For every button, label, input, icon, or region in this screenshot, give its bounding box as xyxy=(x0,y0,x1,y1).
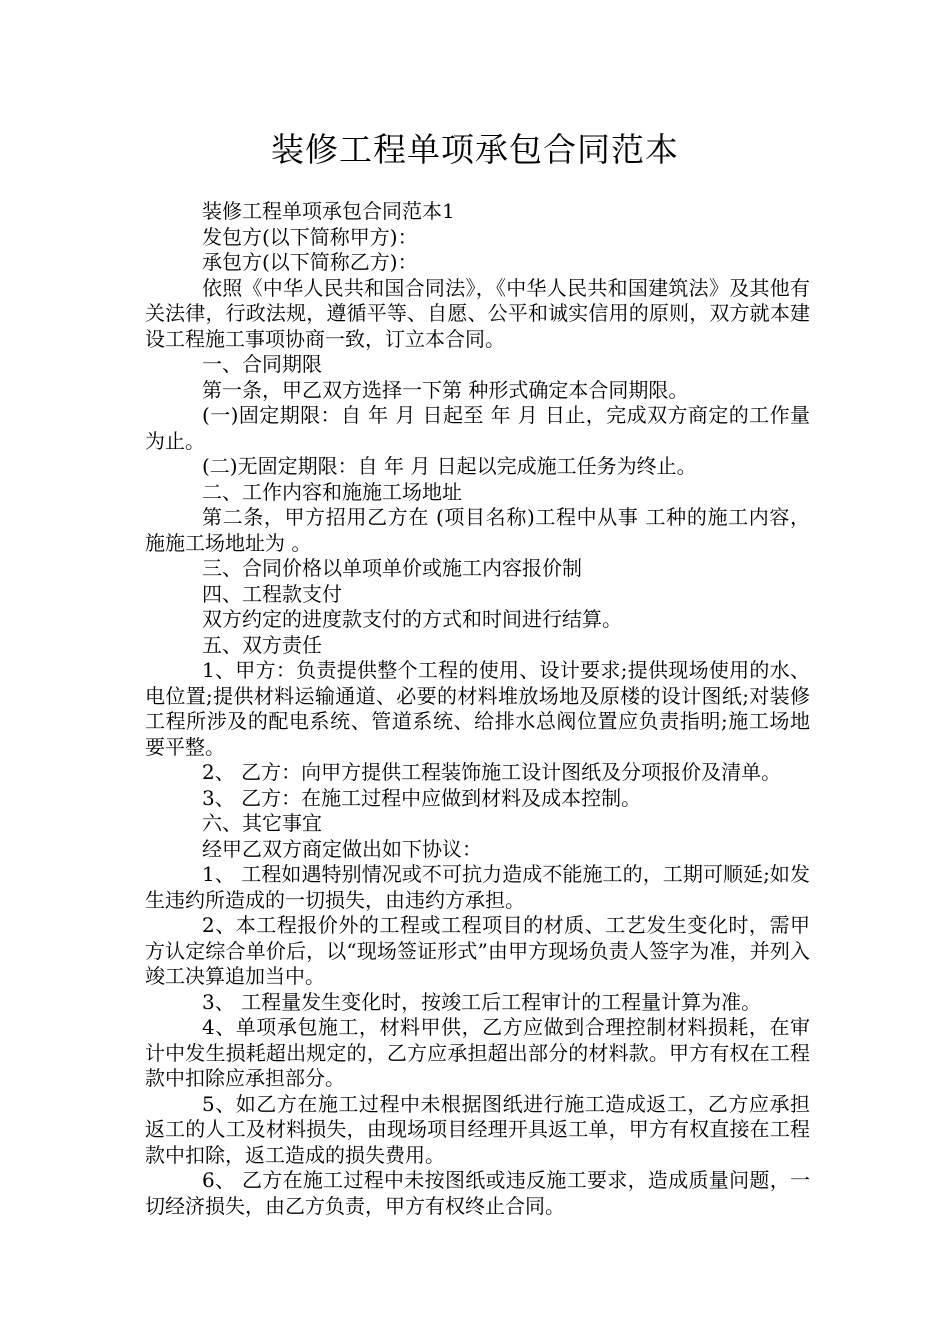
section-heading-other: 六、其它事宜 xyxy=(202,811,322,835)
paragraph-clause-6: 6、 乙方在施工过程中未按图纸或违反施工要求，造成质量问题，一切经济损失，由乙方负责，甲方有权终止合同。 xyxy=(145,1168,810,1218)
section-heading-price: 三、合同价格以单项单价或施工内容报价制 xyxy=(202,556,582,580)
paragraph-clause-1: 1、 工程如遇特别情况或不可抗力造成不能施工的，工期可顺延;如发生违约所造成的一切损失，由违约方承担。 xyxy=(145,862,810,912)
paragraph-article-2: 第二条，甲方招用乙方在 (项目名称)工程中从事 工种的施工内容，施施工场地址为 。 xyxy=(145,505,810,555)
paragraph-agreement-intro: 经甲乙双方商定做出如下协议： xyxy=(202,836,482,861)
paragraph-clause-2: 2、本工程报价外的工程或工程项目的材质、工艺发生变化时，需甲方认定综合单价后，以“现场签证形式”由甲方现场负责人签字为准，并列入竣工决算追加当中。 xyxy=(145,913,810,988)
paragraph-clause-4: 4、单项承包施工，材料甲供，乙方应做到合理控制材料损耗，在审计中发生损耗超出规定的，乙方应承担超出部分的材料款。甲方有权在工程款中扣除应承担部分。 xyxy=(145,1015,810,1090)
paragraph-fixed-term: (一)固定期限：自 年 月 日起至 年 月 日止，完成双方商定的工作量为止。 xyxy=(145,403,810,453)
paragraph-party-a: 发包方(以下简称甲方)： xyxy=(202,224,418,249)
paragraph-open-term: (二)无固定期限：自 年 月 日起以完成施工任务为终止。 xyxy=(202,454,697,478)
paragraph-preamble: 依照《中华人民共和国合同法》，《中华人民共和国建筑法》及其他有关法律，行政法规，遵循平等、自愿、公平和诚实信用的原则，双方就本建设工程施工事项协商一致，订立本合同。 xyxy=(145,275,810,351)
paragraph-payment: 双方约定的进度款支付的方式和时间进行结算。 xyxy=(202,607,622,631)
section-heading-responsibilities: 五、双方责任 xyxy=(202,632,322,657)
section-heading-payment: 四、工程款支付 xyxy=(202,581,342,606)
paragraph-clause-3: 3、 工程量发生变化时，按竣工后工程审计的工程量计算为准。 xyxy=(202,989,762,1014)
paragraph-article-1: 第一条，甲乙双方选择一下第 种形式确定本合同期限。 xyxy=(202,377,689,402)
paragraph-duty-3: 3、 乙方：在施工过程中应做到材料及成本控制。 xyxy=(202,785,642,810)
section-heading-content: 二、工作内容和施施工场地址 xyxy=(202,479,462,504)
paragraph-clause-5: 5、如乙方在施工过程中未根据图纸进行施工造成返工，乙方应承担返工的人工及材料损失，由现场项目经理开具返工单，甲方有权直接在工程款中扣除，返工造成的损失费用。 xyxy=(145,1091,810,1167)
document-body xyxy=(145,199,810,1219)
paragraph-duty-1: 1、甲方：负责提供整个工程的使用、设计要求;提供现场使用的水、电位置;提供材料运输通道、必要的材料堆放场地及原楼的设计图纸;对装修工程所涉及的配电系统、管道系统、给排水总阀位置应负责指明;施工场地要平整。 xyxy=(145,658,810,759)
section-heading-term: 一、合同期限 xyxy=(202,352,322,376)
paragraph-subtitle: 装修工程单项承包合同范本1 xyxy=(202,199,455,223)
paragraph-party-b: 承包方(以下简称乙方)： xyxy=(202,250,418,274)
document-title: 装修工程单项承包合同范本 xyxy=(271,130,679,169)
paragraph-duty-2: 2、 乙方：向甲方提供工程装饰施工设计图纸及分项报价及清单。 xyxy=(202,760,782,784)
